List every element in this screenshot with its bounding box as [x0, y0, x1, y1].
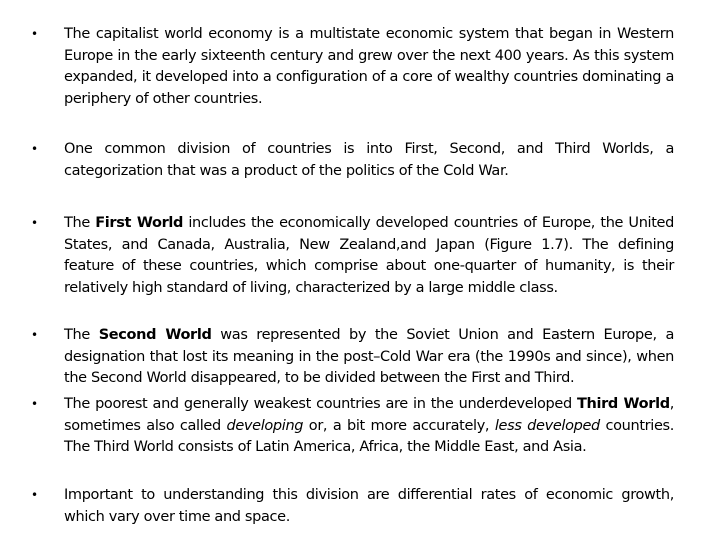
term-third-world: Third World	[576, 396, 670, 412]
bullet-marker: •	[31, 328, 39, 342]
bullet-item-capitalist-world-economy	[26, 24, 674, 110]
bullet-item-second-world	[26, 325, 674, 390]
bullet-marker: •	[31, 397, 39, 411]
bullet-text	[64, 325, 674, 390]
bullet-text: The capitalist world economy is a multistate economic system that began in Western Europe in the early sixteenth century and grew over the next 400 years. As this system expanded, it developed into a configuration of a core of wealthy countries dominating a periphery of other countries.	[64, 26, 674, 107]
bullet-item-first-world	[26, 213, 674, 299]
term-second-world: Second World	[98, 327, 212, 343]
text-run: , sometimes also called	[64, 396, 674, 434]
text-run: includes the economically developed countries of Europe, the United States, and Canada, Australia, New Zealand,and Japan (Figure 1.7). The defining feature of these countries, which comprise about one-quarter of humanity, is their relatively high standard of living, characterized by a large middle class.	[64, 215, 674, 296]
text-run: was represented by the Soviet Union and Eastern Europe, a designation that lost its meaning in the post–Cold War era (the 1990s and since), when the Second World disappeared, to be divided between the First and Third.	[64, 327, 674, 386]
bullet-marker: •	[31, 142, 39, 156]
term-less-developed: less developed	[494, 417, 600, 434]
bullet-marker: •	[31, 488, 39, 502]
bullet-text: Important to understanding this division are differential rates of economic growth, which vary over time and space.	[64, 487, 674, 525]
bullet-text	[64, 394, 674, 459]
bullet-marker: •	[31, 216, 39, 230]
bullet-marker: •	[31, 27, 39, 41]
text-run: The	[64, 327, 99, 343]
text-run: countries. The Third World consists of Latin America, Africa, the Middle East, and Asia.	[64, 417, 675, 455]
bullet-item-division-of-countries	[26, 139, 674, 182]
text-run: The	[64, 215, 96, 231]
bullet-text	[64, 213, 674, 299]
text-run: or, a bit more accurately,	[303, 417, 495, 434]
bullet-text: One common division of countries is into First, Second, and Third Worlds, a categorization that was a product of the politics of the Cold War.	[64, 141, 674, 179]
bullet-item-third-world	[26, 394, 674, 459]
text-run: The poorest and generally weakest countries are in the underdeveloped	[64, 396, 577, 412]
term-developing: developing	[226, 417, 304, 434]
term-first-world: First World	[95, 215, 184, 231]
bullet-item-economic-growth	[26, 485, 674, 528]
